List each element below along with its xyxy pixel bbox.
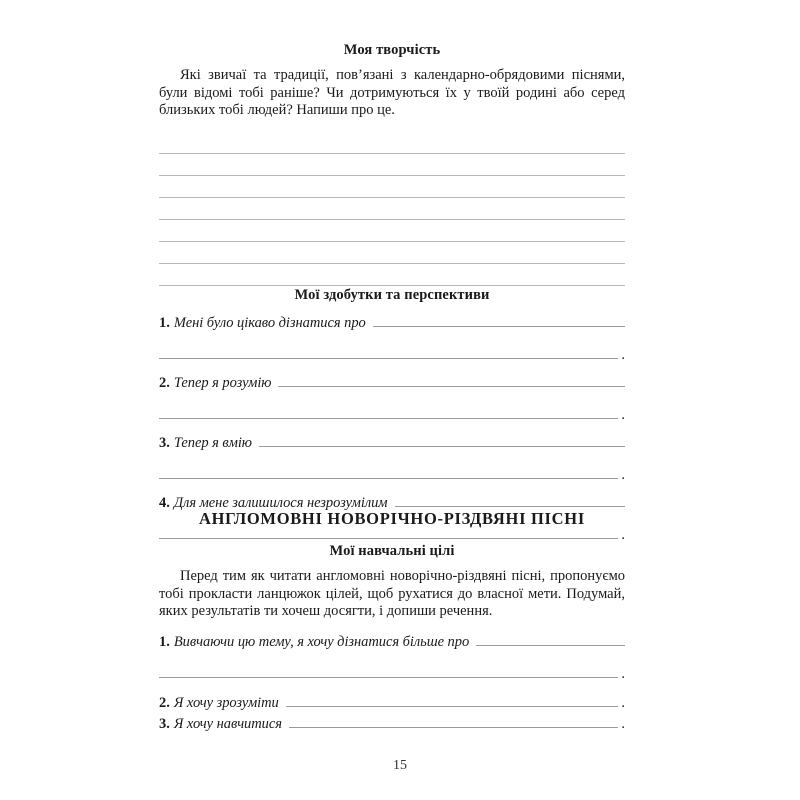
fill-in-blank[interactable] [286, 694, 619, 707]
item-number: 4. [159, 495, 170, 511]
item-label: Вивчаючи цю тему, я хочу дізнатися більше про [173, 633, 470, 650]
achievements-section-title: Мої здобутки та перспективи [294, 287, 490, 303]
item-label: Мені було цікаво дізнатися про [173, 315, 366, 331]
achievement-item-continuation[interactable] [159, 406, 625, 424]
creativity-prompt-text: Які звичаї та традиції, пов’язані з календарно-обрядовими піснями, були відомі тобі раніше? Чи дотримуються їх у твоїй родині або серед близьких тобі людей? Напиши про це. [159, 67, 625, 119]
item-label: Я хочу навчитися [173, 715, 282, 732]
fill-in-blank[interactable] [159, 406, 618, 419]
fill-in-blank[interactable] [159, 665, 618, 678]
fill-in-blank[interactable] [289, 715, 618, 728]
achievement-item-continuation[interactable] [159, 466, 625, 484]
goal-item-continuation[interactable] [159, 665, 625, 683]
creativity-section [159, 42, 625, 286]
achievements-section [159, 287, 625, 544]
item-label: Я хочу зрозуміти [173, 694, 279, 711]
fill-in-blank[interactable] [476, 633, 625, 646]
sentence-period: . [621, 347, 625, 363]
creativity-answer-lines[interactable] [159, 132, 625, 286]
goal-item[interactable] [159, 694, 625, 712]
writing-rule-line[interactable] [159, 264, 625, 286]
creativity-section-title: Моя творчість [343, 42, 441, 58]
writing-rule-line[interactable] [159, 132, 625, 154]
item-label: Тепер я вмію [173, 435, 252, 451]
item-number: 2. [159, 375, 170, 391]
sentence-period: . [621, 407, 625, 423]
goal-item[interactable] [159, 715, 625, 733]
item-label: Тепер я розумію [173, 375, 272, 391]
item-label: Для мене залишилося незрозумілим [173, 495, 388, 511]
sentence-period: . [621, 694, 625, 711]
fill-in-blank[interactable] [159, 466, 618, 479]
songs-section [159, 509, 625, 733]
songs-subtitle: Мої навчальні цілі [329, 543, 455, 559]
sentence-period: . [621, 527, 625, 543]
achievement-item[interactable] [159, 434, 625, 452]
item-number: 3. [159, 715, 170, 732]
item-number: 2. [159, 694, 170, 711]
goal-item[interactable] [159, 633, 625, 651]
fill-in-blank[interactable] [159, 346, 618, 359]
achievement-item[interactable] [159, 374, 625, 392]
fill-in-blank[interactable] [395, 494, 625, 507]
achievement-item[interactable] [159, 314, 625, 332]
sentence-period: . [621, 665, 625, 682]
sentence-period: . [621, 467, 625, 483]
fill-in-blank[interactable] [259, 434, 625, 447]
achievement-item-continuation[interactable] [159, 346, 625, 364]
songs-intro-text: Перед тим як читати англомовні новорічно-різдвяні пісні, пропонуємо тобі прокласти ланцюжок цілей, щоб рухатися до власної мети. Подумай, яких результатів ти хочеш досягти, і допиши речення. [159, 568, 625, 620]
item-number: 1. [159, 315, 170, 331]
fill-in-blank[interactable] [373, 314, 625, 327]
writing-rule-line[interactable] [159, 154, 625, 176]
writing-rule-line[interactable] [159, 198, 625, 220]
writing-rule-line[interactable] [159, 176, 625, 198]
fill-in-blank[interactable] [278, 374, 625, 387]
sentence-period: . [621, 715, 625, 732]
writing-rule-line[interactable] [159, 242, 625, 264]
writing-rule-line[interactable] [159, 220, 625, 242]
songs-main-title: АНГЛОМОВНІ НОВОРІЧНО-РІЗДВЯНІ ПІСНІ [199, 509, 585, 528]
item-number: 1. [159, 633, 170, 650]
item-number: 3. [159, 435, 170, 451]
page-number: 15 [393, 758, 407, 773]
